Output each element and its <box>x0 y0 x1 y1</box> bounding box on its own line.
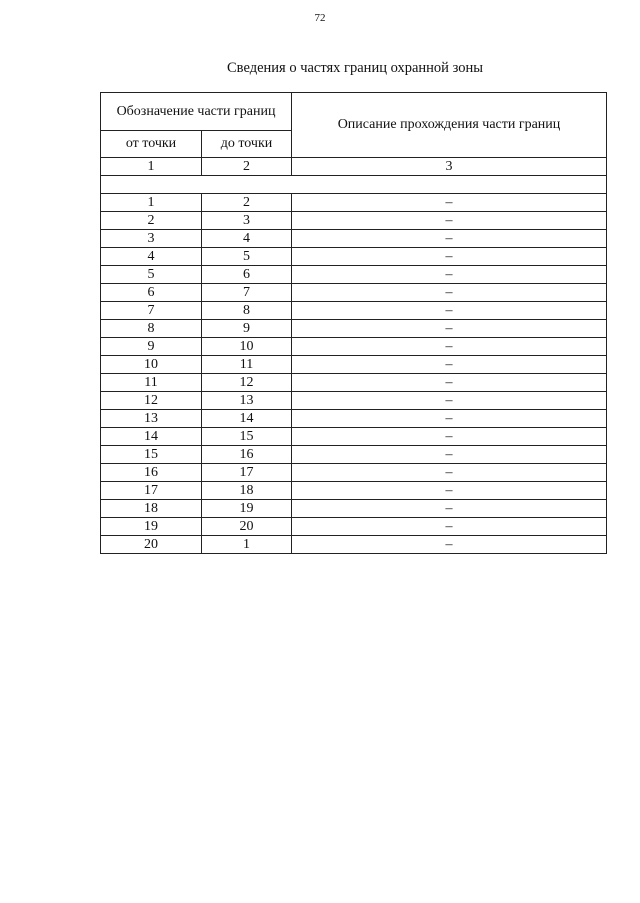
from-point-cell: 19 <box>101 518 202 536</box>
description-cell: – <box>292 446 607 464</box>
to-point-cell: 3 <box>202 212 292 230</box>
column-number-1: 1 <box>101 158 202 176</box>
to-point-cell: 1 <box>202 536 292 554</box>
to-point-cell: 14 <box>202 410 292 428</box>
to-point-cell: 6 <box>202 266 292 284</box>
table-row <box>101 536 607 554</box>
from-point-cell: 5 <box>101 266 202 284</box>
from-point-cell: 3 <box>101 230 202 248</box>
description-cell: – <box>292 248 607 266</box>
page-number: 72 <box>314 12 326 24</box>
to-point-cell: 11 <box>202 356 292 374</box>
description-cell: – <box>292 302 607 320</box>
from-point-cell: 15 <box>101 446 202 464</box>
to-point-cell: 8 <box>202 302 292 320</box>
from-point-cell: 2 <box>101 212 202 230</box>
to-point-cell: 7 <box>202 284 292 302</box>
description-cell: – <box>292 392 607 410</box>
description-cell: – <box>292 266 607 284</box>
from-point-cell: 9 <box>101 338 202 356</box>
table-row <box>101 500 607 518</box>
description-cell: – <box>292 338 607 356</box>
table-row <box>101 338 607 356</box>
table-row <box>101 248 607 266</box>
from-point-cell: 16 <box>101 464 202 482</box>
boundary-parts-table <box>100 92 607 554</box>
description-cell: – <box>292 194 607 212</box>
from-point-cell: 8 <box>101 320 202 338</box>
table-row <box>101 518 607 536</box>
to-point-cell: 19 <box>202 500 292 518</box>
table-row <box>101 302 607 320</box>
from-point-cell: 17 <box>101 482 202 500</box>
description-cell: – <box>292 464 607 482</box>
from-point-cell: 11 <box>101 374 202 392</box>
from-point-cell: 1 <box>101 194 202 212</box>
description-cell: – <box>292 500 607 518</box>
table-row <box>101 266 607 284</box>
from-point-cell: 20 <box>101 536 202 554</box>
description-cell: – <box>292 284 607 302</box>
table-row <box>101 194 607 212</box>
to-point-cell: 5 <box>202 248 292 266</box>
description-cell: – <box>292 230 607 248</box>
table-row <box>101 284 607 302</box>
description-cell: – <box>292 536 607 554</box>
description-cell: – <box>292 320 607 338</box>
from-point-cell: 12 <box>101 392 202 410</box>
from-point-cell: 13 <box>101 410 202 428</box>
header-from-point: от точки <box>101 131 202 158</box>
table-row <box>101 230 607 248</box>
table-row <box>101 392 607 410</box>
from-point-cell: 18 <box>101 500 202 518</box>
table-row <box>101 446 607 464</box>
from-point-cell: 7 <box>101 302 202 320</box>
description-cell: – <box>292 518 607 536</box>
description-cell: – <box>292 482 607 500</box>
column-number-3: 3 <box>292 158 607 176</box>
table-row <box>101 356 607 374</box>
description-cell: – <box>292 356 607 374</box>
to-point-cell: 12 <box>202 374 292 392</box>
from-point-cell: 6 <box>101 284 202 302</box>
header-to-point: до точки <box>202 131 292 158</box>
header-boundary-description: Описание прохождения части границ <box>292 93 607 158</box>
blank-section-row <box>101 176 607 194</box>
to-point-cell: 13 <box>202 392 292 410</box>
table-row <box>101 464 607 482</box>
table-row <box>101 374 607 392</box>
header-boundary-part-designation: Обозначение части границ <box>101 93 292 131</box>
description-cell: – <box>292 428 607 446</box>
table-row <box>101 410 607 428</box>
description-cell: – <box>292 374 607 392</box>
to-point-cell: 16 <box>202 446 292 464</box>
from-point-cell: 4 <box>101 248 202 266</box>
column-number-2: 2 <box>202 158 292 176</box>
to-point-cell: 18 <box>202 482 292 500</box>
from-point-cell: 10 <box>101 356 202 374</box>
from-point-cell: 14 <box>101 428 202 446</box>
to-point-cell: 20 <box>202 518 292 536</box>
to-point-cell: 9 <box>202 320 292 338</box>
to-point-cell: 17 <box>202 464 292 482</box>
table-row <box>101 428 607 446</box>
to-point-cell: 10 <box>202 338 292 356</box>
description-cell: – <box>292 212 607 230</box>
to-point-cell: 2 <box>202 194 292 212</box>
document-title: Сведения о частях границ охранной зоны <box>227 60 483 76</box>
table-row <box>101 320 607 338</box>
table-row <box>101 212 607 230</box>
to-point-cell: 15 <box>202 428 292 446</box>
description-cell: – <box>292 410 607 428</box>
table-row <box>101 482 607 500</box>
to-point-cell: 4 <box>202 230 292 248</box>
